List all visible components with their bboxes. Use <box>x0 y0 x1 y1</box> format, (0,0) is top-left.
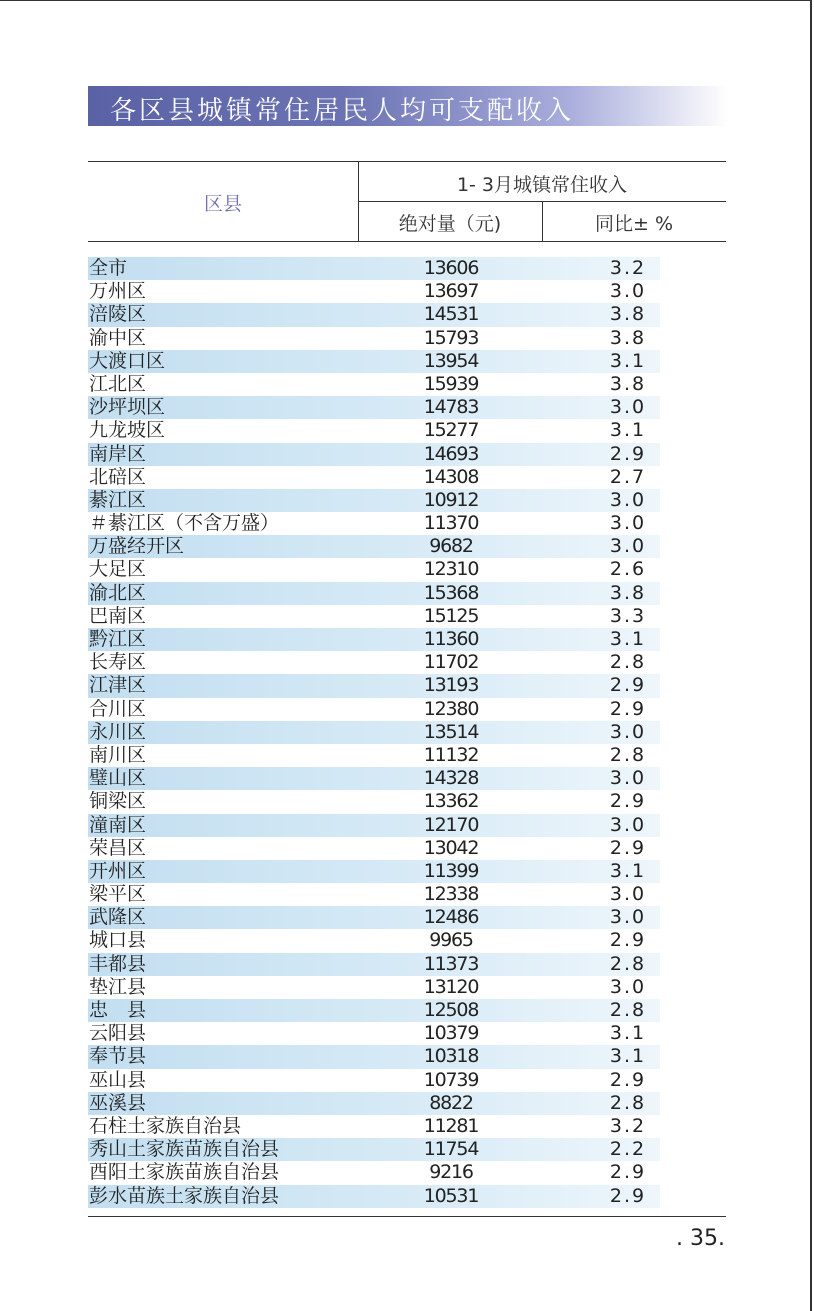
table-row <box>88 721 660 744</box>
region-name: 南川区 <box>89 743 147 766</box>
income-yoy-change: 3.1 <box>609 419 647 442</box>
income-absolute: 15125 <box>423 604 479 627</box>
table-row <box>88 1092 660 1115</box>
table-row <box>88 883 660 906</box>
income-yoy-change: 3.0 <box>609 813 647 836</box>
table-top-rule <box>88 161 726 162</box>
table-row <box>88 790 660 813</box>
table-row <box>88 605 660 628</box>
table-row <box>88 443 660 466</box>
income-yoy-change: 3.0 <box>609 280 647 303</box>
income-yoy-change: 3.1 <box>609 1022 647 1045</box>
page-top-edge <box>0 0 812 1</box>
income-absolute: 12508 <box>423 999 479 1021</box>
table-row <box>88 489 660 512</box>
income-yoy-change: 3.8 <box>609 372 647 395</box>
region-name: 九龙坡区 <box>89 419 166 442</box>
region-name: 云阳县 <box>89 1022 147 1045</box>
income-yoy-change: 2.9 <box>609 1068 647 1091</box>
income-yoy-change: 3.0 <box>609 535 647 558</box>
table-row <box>88 1045 660 1068</box>
region-name: 荣昌区 <box>89 836 147 859</box>
income-absolute: 11399 <box>423 859 479 882</box>
income-absolute: 10318 <box>423 1045 479 1068</box>
income-absolute: 11132 <box>423 743 479 766</box>
page-title: 各区县城镇常住居民人均可支配收入 <box>110 96 575 126</box>
table-row <box>88 628 660 651</box>
table-row <box>88 1161 660 1184</box>
income-yoy-change: 3.0 <box>609 512 647 535</box>
income-absolute: 13042 <box>423 836 479 859</box>
region-name: 长寿区 <box>89 651 147 674</box>
table-row <box>88 512 660 535</box>
table-row <box>88 582 660 605</box>
region-name: 城口县 <box>89 929 147 952</box>
region-name: 黔江区 <box>89 628 147 650</box>
income-yoy-change: 2.9 <box>609 1184 647 1207</box>
income-absolute: 13362 <box>423 790 479 813</box>
region-name: 永川区 <box>89 720 147 743</box>
income-absolute: 9216 <box>429 1161 473 1184</box>
income-yoy-change: 3.0 <box>609 975 647 998</box>
income-yoy-change: 3.0 <box>609 488 647 511</box>
region-name: 大足区 <box>89 558 147 581</box>
table-row <box>88 1138 660 1161</box>
income-absolute: 10739 <box>423 1068 479 1091</box>
table-row <box>88 350 660 373</box>
region-name: 巫溪县 <box>89 1091 147 1114</box>
region-name: 奉节县 <box>89 1045 147 1068</box>
table-body <box>88 257 660 1208</box>
income-absolute: 11360 <box>423 628 479 650</box>
income-yoy-change: 2.9 <box>609 790 647 813</box>
header-bottom-rule <box>88 241 726 242</box>
income-yoy-change: 3.0 <box>609 906 647 929</box>
income-yoy-change: 2.9 <box>609 1161 647 1184</box>
income-yoy-change: 3.1 <box>609 859 647 882</box>
region-name: 武隆区 <box>89 906 147 929</box>
income-absolute: 11702 <box>423 651 479 674</box>
income-yoy-change: 2.9 <box>609 697 647 720</box>
table-row <box>88 280 660 303</box>
income-yoy-change: 3.1 <box>609 349 647 372</box>
table-row <box>88 466 660 489</box>
region-name: 江北区 <box>89 372 147 395</box>
page-right-edge <box>810 0 812 1311</box>
region-name: 大渡口区 <box>89 349 166 372</box>
region-name: 潼南区 <box>89 813 147 836</box>
region-name: 梁平区 <box>89 883 147 906</box>
table-row <box>88 419 660 442</box>
income-absolute: 11370 <box>423 512 479 535</box>
table-row <box>88 814 660 837</box>
income-absolute: 10531 <box>423 1184 479 1207</box>
region-name: 沙坪坝区 <box>89 396 166 419</box>
income-yoy-change: 3.8 <box>609 581 647 604</box>
income-absolute: 13697 <box>423 280 479 303</box>
income-absolute: 15939 <box>423 372 479 395</box>
table-row <box>88 999 660 1022</box>
income-yoy-change: 2.8 <box>609 952 647 975</box>
income-absolute: 12486 <box>423 906 479 929</box>
table-row <box>88 1069 660 1092</box>
income-absolute: 12170 <box>423 813 479 836</box>
income-absolute: 11754 <box>423 1138 479 1161</box>
income-yoy-change: 2.9 <box>609 674 647 697</box>
income-absolute: 11373 <box>423 952 479 975</box>
table-row <box>88 976 660 999</box>
region-name: 铜梁区 <box>89 790 147 813</box>
table-row <box>88 1115 660 1138</box>
table-row <box>88 698 660 721</box>
region-name: 彭水苗族土家族自治县 <box>89 1184 280 1207</box>
income-yoy-change: 3.0 <box>609 396 647 419</box>
income-yoy-change: 3.3 <box>609 604 647 627</box>
income-yoy-change: 2.8 <box>609 651 647 674</box>
income-absolute: 9682 <box>429 535 473 558</box>
income-yoy-change: 3.2 <box>609 257 647 279</box>
income-absolute: 10912 <box>423 488 479 511</box>
region-name: 丰都县 <box>89 952 147 975</box>
region-name: 涪陵区 <box>89 303 147 326</box>
income-absolute: 8822 <box>429 1091 473 1114</box>
table-row <box>88 906 660 929</box>
title-banner <box>88 86 728 126</box>
table-row <box>88 860 660 883</box>
table-row <box>88 929 660 952</box>
table-row <box>88 396 660 419</box>
region-name: 南岸区 <box>89 442 147 465</box>
income-yoy-change: 3.0 <box>609 883 647 906</box>
income-absolute: 13193 <box>423 674 479 697</box>
income-absolute: 15277 <box>423 419 479 442</box>
income-yoy-change: 2.7 <box>609 465 647 488</box>
region-name: 璧山区 <box>89 767 147 790</box>
table-row <box>88 535 660 558</box>
income-yoy-change: 3.2 <box>609 1114 647 1137</box>
header-group: 1- 3月城镇常住收入 <box>456 174 628 196</box>
table-row <box>88 558 660 581</box>
income-yoy-change: 2.8 <box>609 743 647 766</box>
income-yoy-change: 2.9 <box>609 929 647 952</box>
income-yoy-change: 3.1 <box>609 628 647 650</box>
header-region: 区县 <box>203 193 242 215</box>
page-number: . 35. <box>676 1226 725 1251</box>
table-row <box>88 257 660 280</box>
region-name: 合川区 <box>89 697 147 720</box>
table-row <box>88 837 660 860</box>
table-row <box>88 303 660 326</box>
table-row <box>88 651 660 674</box>
income-absolute: 14783 <box>423 396 479 419</box>
income-absolute: 12310 <box>423 558 479 581</box>
income-absolute: 15793 <box>423 326 479 349</box>
table-row <box>88 1185 660 1208</box>
table-row <box>88 327 660 350</box>
income-absolute: 14693 <box>423 442 479 465</box>
income-yoy-change: 2.8 <box>609 1091 647 1114</box>
income-absolute: 15368 <box>423 581 479 604</box>
income-yoy-change: 2.9 <box>609 442 647 465</box>
table-row <box>88 767 660 790</box>
income-yoy-change: 2.8 <box>609 999 647 1021</box>
table-row <box>88 1022 660 1045</box>
income-yoy-change: 2.2 <box>609 1138 647 1161</box>
table-row <box>88 373 660 396</box>
income-absolute: 14328 <box>423 767 479 790</box>
income-absolute: 10379 <box>423 1022 479 1045</box>
income-absolute: 13120 <box>423 975 479 998</box>
table-row <box>88 953 660 976</box>
region-name: 万州区 <box>89 280 147 303</box>
region-name: 綦江区 <box>89 488 147 511</box>
region-name: 开州区 <box>89 859 147 882</box>
income-absolute: 14531 <box>423 303 479 326</box>
header-yoy: 同比± % <box>594 213 673 235</box>
table-row <box>88 674 660 697</box>
region-name: 江津区 <box>89 674 147 697</box>
income-absolute: 13514 <box>423 720 479 743</box>
region-name: ＃綦江区（不含万盛） <box>89 512 280 535</box>
region-name: 秀山土家族苗族自治县 <box>89 1138 280 1161</box>
income-absolute: 11281 <box>423 1114 479 1137</box>
income-yoy-change: 3.8 <box>609 303 647 326</box>
table-row <box>88 744 660 767</box>
region-name: 渝北区 <box>89 581 147 604</box>
income-absolute: 9965 <box>429 929 473 952</box>
income-absolute: 13606 <box>423 257 479 279</box>
region-name: 石柱土家族自治县 <box>89 1114 242 1137</box>
region-name: 全市 <box>89 257 128 279</box>
income-absolute: 12380 <box>423 697 479 720</box>
income-yoy-change: 2.6 <box>609 558 647 581</box>
income-absolute: 14308 <box>423 465 479 488</box>
table-bottom-rule <box>88 1216 726 1217</box>
income-absolute: 13954 <box>423 349 479 372</box>
region-name: 巫山县 <box>89 1068 147 1091</box>
income-yoy-change: 3.8 <box>609 326 647 349</box>
region-name: 北碚区 <box>89 465 147 488</box>
region-name: 万盛经开区 <box>89 535 185 558</box>
region-name: 酉阳土家族苗族自治县 <box>89 1161 280 1184</box>
region-name: 垫江县 <box>89 975 147 998</box>
income-absolute: 12338 <box>423 883 479 906</box>
income-yoy-change: 3.1 <box>609 1045 647 1068</box>
region-name: 忠 县 <box>89 999 147 1021</box>
region-name: 巴南区 <box>89 604 147 627</box>
region-name: 渝中区 <box>89 326 147 349</box>
header-absolute: 绝对量（元) <box>398 213 502 235</box>
income-yoy-change: 3.0 <box>609 720 647 743</box>
income-yoy-change: 3.0 <box>609 767 647 790</box>
income-yoy-change: 2.9 <box>609 836 647 859</box>
